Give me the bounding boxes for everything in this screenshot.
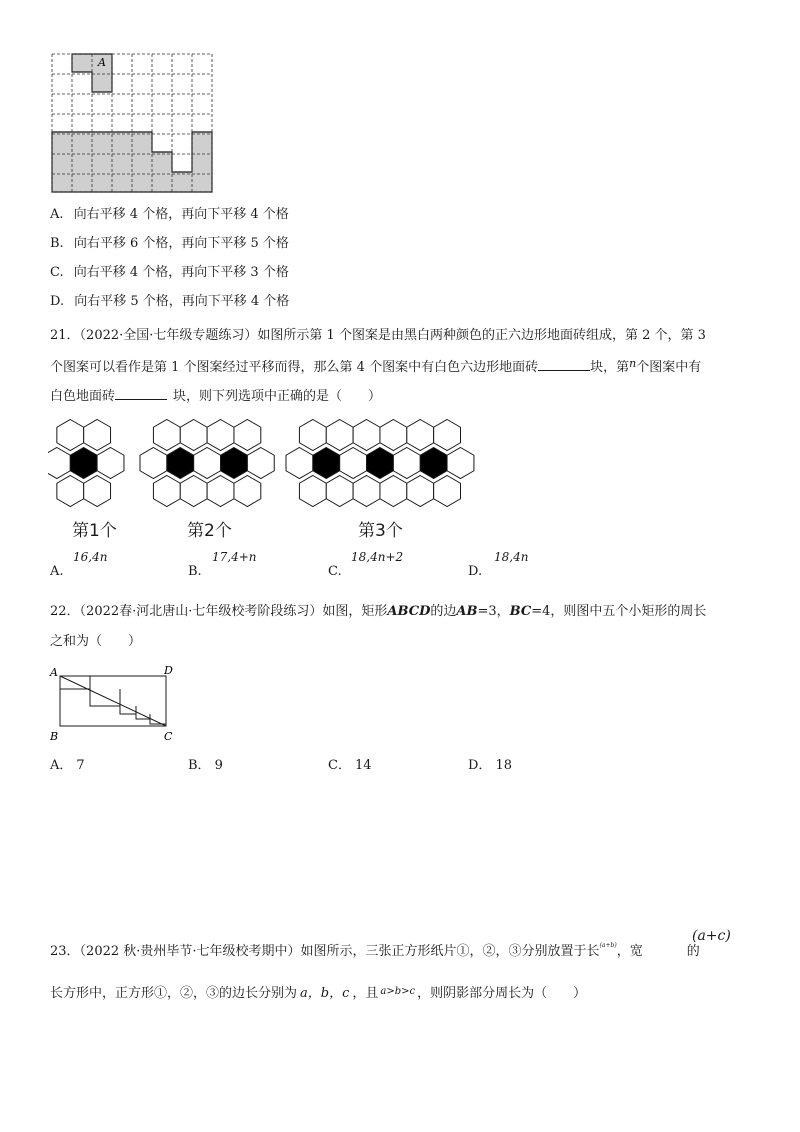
hex-tile-white <box>84 420 111 451</box>
q21-line-2: 个图案可以看作是第 1 个图案经过平移而得，那么第 4 个图案中有白色六边形地面砖 块，第$^n$个图案中有 <box>50 357 702 375</box>
hex-tile-white <box>407 476 434 507</box>
q21-line-3: 白色地面砖 块，则下列选项中正确的是（ ） <box>50 389 382 404</box>
hex-tile-white <box>247 448 274 479</box>
q20-option-d[interactable]: D. 向右平移 5 个格，再向下平移 4 个格 <box>50 294 290 309</box>
hex-tile-white <box>140 448 167 479</box>
hex-tile-white <box>97 448 124 479</box>
hex-tile-white <box>194 448 221 479</box>
hex-label-1: 第1个 <box>72 521 117 541</box>
hex-tile-white <box>393 448 420 479</box>
q22-option-d[interactable]: D． 18 <box>468 758 512 773</box>
hex-tile-white <box>447 448 474 479</box>
q23-source: （2022 秋·贵州毕节·七年级校考期中） <box>79 944 301 959</box>
translation-grid-figure <box>50 52 216 194</box>
hex-tile-white <box>207 420 234 451</box>
q23-line-2: 长方形中，正方形①，②，③的边长分别为 a，b，c ，且 $^{a>b>c}$ ，则阴影部分周长为（ ） <box>50 986 587 1001</box>
hex-tile-white <box>299 476 326 507</box>
hex-tile-white <box>180 476 207 507</box>
hex-tile-white <box>299 420 326 451</box>
hex-label-2: 第2个 <box>187 521 232 541</box>
hex-tile-black <box>167 448 194 479</box>
rectangle-staircase-figure <box>48 662 182 744</box>
hex-tile-white <box>48 448 70 479</box>
hex-tile-white <box>153 476 180 507</box>
shape-a-label: A <box>98 56 106 69</box>
hex-tile-white <box>380 476 407 507</box>
hex-tile-black <box>221 448 248 479</box>
q22-option-b[interactable]: B． 9 <box>188 758 223 773</box>
hex-tile-black <box>367 448 394 479</box>
hex-pattern-1 <box>48 420 124 507</box>
hex-tile-white <box>353 476 380 507</box>
hex-tile-white <box>340 448 367 479</box>
hex-tile-white <box>434 420 461 451</box>
corner-label-b: B <box>50 730 59 743</box>
hex-tile-white <box>380 420 407 451</box>
q22-source: （2022春·河北唐山·七年级校考阶段练习） <box>79 604 323 619</box>
hex-tile-white <box>57 420 84 451</box>
hex-pattern-3 <box>286 420 474 507</box>
hex-tile-white <box>180 420 207 451</box>
q22-number: 22． <box>50 604 80 619</box>
hex-tile-white <box>286 448 313 479</box>
q21-blank-2[interactable] <box>115 387 167 400</box>
hex-tile-white <box>207 476 234 507</box>
q21-option-d[interactable]: D. 18,4n <box>468 550 529 579</box>
q22-line-1: 22．（2022春·河北唐山·七年级校考阶段练习）如图，矩形ABCD的边AB=3，BC=4，则图中五个小矩形的周长 <box>50 604 707 619</box>
q21-option-c[interactable]: C. 18,4n+2 <box>328 550 404 579</box>
hex-tile-black <box>313 448 340 479</box>
q20-option-c[interactable]: C. 向右平移 4 个格，再向下平移 3 个格 <box>50 265 289 280</box>
q23-dim-width: (a+c) <box>692 928 731 944</box>
corner-label-c: C <box>164 730 173 743</box>
q22-line-2: 之和为（ ） <box>50 634 142 649</box>
corner-label-d: D <box>164 664 173 677</box>
hex-label-3: 第3个 <box>358 521 403 541</box>
hex-tile-white <box>326 420 353 451</box>
hex-tile-white <box>407 420 434 451</box>
q23-number: 23． <box>50 944 80 959</box>
hex-tile-black <box>420 448 447 479</box>
q23-line-1: 23．（2022 秋·贵州毕节·七年级校考期中）如图所示，三张正方形纸片①，②，③分别放置于长$^{(a+b)}$，宽 的 <box>50 942 700 959</box>
q23-dim-length: (a+b) <box>599 942 617 949</box>
hex-tile-white <box>57 476 84 507</box>
q21-source: （2022·全国·七年级专题练习） <box>79 328 258 343</box>
hex-tile-white <box>234 476 261 507</box>
corner-label-a: A <box>50 666 58 679</box>
hex-tile-white <box>153 420 180 451</box>
hex-tile-white <box>434 476 461 507</box>
hex-tile-black <box>70 448 97 479</box>
hex-tile-white <box>326 476 353 507</box>
q20-option-b[interactable]: B. 向右平移 6 个格，再向下平移 5 个格 <box>50 236 289 251</box>
q21-option-b[interactable]: B. 17,4+n <box>188 550 257 579</box>
hex-tile-white <box>353 420 380 451</box>
q22-option-a[interactable]: A． 7 <box>50 758 85 773</box>
q21-number: 21． <box>50 328 80 343</box>
q20-option-a[interactable]: A. 向右平移 4 个格，再向下平移 4 个格 <box>50 207 289 222</box>
hex-tile-white <box>84 476 111 507</box>
q21-blank-1[interactable] <box>538 358 590 371</box>
q22-option-c[interactable]: C． 14 <box>328 758 372 773</box>
hex-pattern-2 <box>140 420 274 507</box>
hexagon-patterns-figure <box>48 418 478 510</box>
hex-tile-white <box>234 420 261 451</box>
q21-line-1: 21．（2022·全国·七年级专题练习）如图所示第 1 个图案是由黑白两种颜色的正六边形地面砖组成，第 2 个，第 3 <box>50 328 706 343</box>
q21-option-a[interactable]: A. 16,4n <box>50 550 108 579</box>
